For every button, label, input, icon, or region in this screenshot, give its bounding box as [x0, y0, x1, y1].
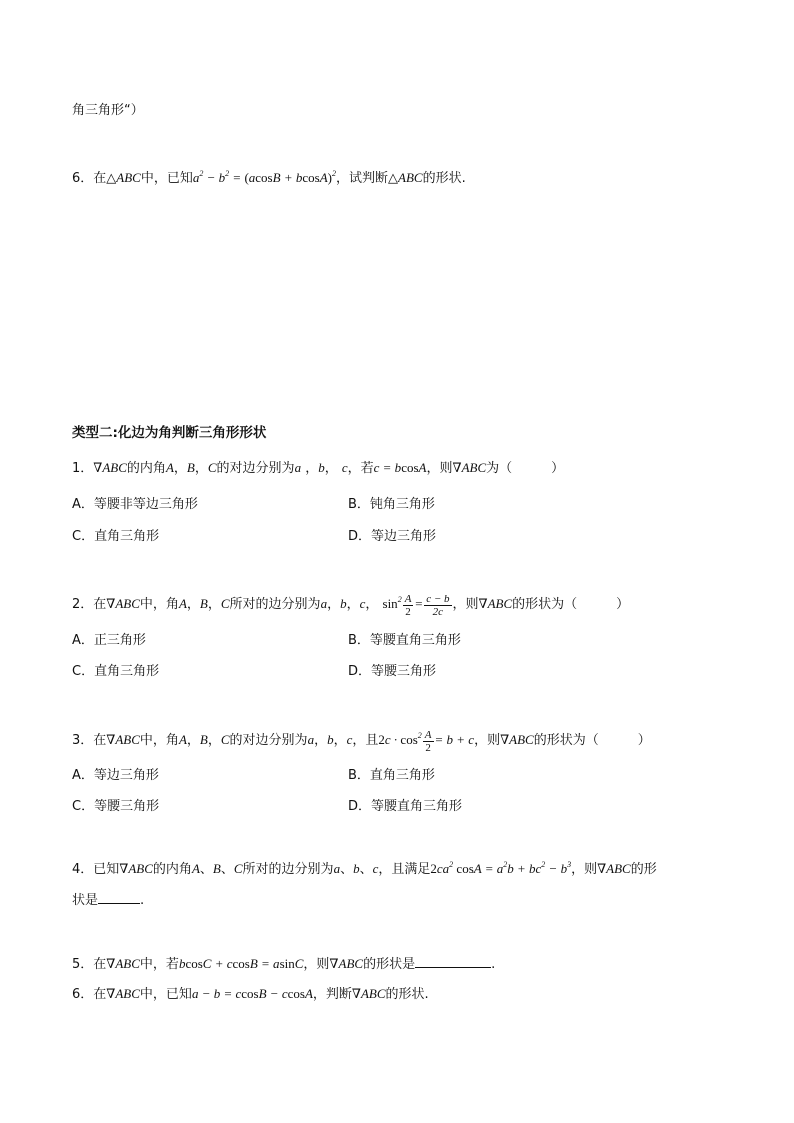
- math-expression: a − b = ccosB − ccosA: [191, 986, 313, 1001]
- math-triangle-abc: ∇ABC: [478, 596, 513, 612]
- question-text: ，则: [474, 733, 501, 748]
- question-text: 所对的边分别为: [229, 597, 321, 612]
- question-text: 中，角: [139, 597, 179, 612]
- question-text: 中，角: [139, 733, 179, 748]
- question-number: 5．在: [72, 957, 107, 972]
- math-expression: $a^2 - b^2 = (acosB + bcosA)^2$: [192, 169, 336, 185]
- question-text: ，且: [352, 733, 379, 748]
- math-triangle-abc: ∇ABC: [351, 986, 386, 1002]
- question-number: 6．: [72, 171, 94, 186]
- option-c[interactable]: C．直角三角形: [72, 529, 160, 544]
- question-5-stem: [72, 955, 495, 974]
- question-4-line2: [72, 891, 144, 910]
- question-4-stem: 4．已知∇ABC的内角A、B、C所对的边分别为a、b、c，且满足$2ca^2$ $\cos A = a^2b + bc^2 - b^3$，则∇ABC的形: [72, 860, 657, 877]
- question-text: ，则: [426, 461, 453, 476]
- math-angles: A: [191, 861, 200, 876]
- question-text: 的内角: [152, 862, 192, 877]
- math-triangle-abc: ∇ABC: [106, 732, 140, 748]
- option-d[interactable]: D．等腰直角三角形: [348, 799, 463, 814]
- math-sides: a: [320, 596, 328, 611]
- math-angles: A: [178, 596, 187, 611]
- question-text: ，试判断: [335, 171, 388, 186]
- question-text: 在: [93, 171, 107, 186]
- question-text: 中，若: [139, 957, 179, 972]
- question-text: ，判断: [312, 987, 352, 1002]
- math-triangle-abc: ∇ABC: [106, 956, 140, 972]
- question-6-stem: [72, 985, 429, 1004]
- math-triangle-abc: ∇ABC: [106, 596, 140, 612]
- option-b[interactable]: B．等腰直角三角形: [348, 633, 461, 648]
- math-triangle-abc: ∇ABC: [329, 956, 364, 972]
- question-text: ，且满足: [378, 862, 431, 877]
- answer-blank[interactable]: [415, 955, 491, 968]
- question-6-previous: [72, 169, 466, 188]
- math-expression: c = bcosA: [373, 460, 427, 475]
- question-number: 3．在: [72, 733, 107, 748]
- question-number: 6．在: [72, 987, 107, 1002]
- question-text: 的形状是: [363, 957, 416, 972]
- math-expression: bcosC + ccosB = asinC: [178, 956, 304, 971]
- question-text: .: [491, 957, 496, 972]
- question-text: ，则: [452, 597, 479, 612]
- section-heading: 类型二:化边为角判断三角形形状: [72, 425, 267, 441]
- question-text: 的形状.: [385, 987, 429, 1002]
- option-b[interactable]: B．钝角三角形: [348, 497, 435, 512]
- question-text: ，则: [571, 862, 598, 877]
- question-3-stem: 3．在∇ABC中，角A，B，C的对边分别为a，b，c，且$2c \cdot \cos^2$ $\frac{A}{2}$ = b + c，则∇ABC的形状为（ ）: [72, 728, 651, 754]
- math-sides: a: [333, 861, 341, 876]
- question-text: 的对边分别为: [229, 733, 308, 748]
- math-angles: A: [165, 460, 174, 475]
- math-triangle-abc: ∇ABC: [119, 861, 153, 877]
- math-triangle-abc: ∇ABC: [106, 986, 140, 1002]
- option-a[interactable]: A．等边三角形: [72, 768, 159, 783]
- option-d[interactable]: D．等腰三角形: [348, 664, 437, 679]
- question-text: 的对边分别为: [216, 461, 295, 476]
- math-triangle-abc: ∇ABC: [93, 460, 127, 476]
- question-text: 的形状为（ ）: [533, 733, 651, 748]
- math-expression: $\sin^2$ $\frac{A}{2}$ = $\frac{c - b}{2c}$: [382, 592, 450, 618]
- question-number: 4．已知: [72, 862, 120, 877]
- math-sides: a: [307, 732, 315, 747]
- option-a[interactable]: A．等腰非等边三角形: [72, 497, 198, 512]
- question-1-stem: 1．∇ABC的内角A，B，C的对边分别为a ，b， c，若c = bcosA，则∇ABC为（ ）: [72, 460, 565, 476]
- answer-blank[interactable]: [98, 891, 140, 904]
- question-text: 的形: [630, 862, 657, 877]
- triangle-symbol: △: [106, 171, 117, 186]
- question-text: 所对的边分别为: [242, 862, 334, 877]
- math-expression: $2ca^2$ $\cos A = a^2b + bc^2 - b^3$: [430, 860, 572, 876]
- math-abc: ABC: [398, 170, 423, 185]
- question-text: 的形状.: [422, 171, 466, 186]
- question-text: 的形状为（ ）: [512, 597, 630, 612]
- math-triangle-abc: ∇ABC: [452, 460, 487, 476]
- option-d[interactable]: D．等边三角形: [348, 529, 437, 544]
- math-sides: a: [294, 460, 302, 475]
- question-text: 中，已知: [140, 171, 193, 186]
- question-text: 为（ ）: [486, 461, 565, 476]
- option-b[interactable]: B．直角三角形: [348, 768, 435, 783]
- question-number: 2．在: [72, 597, 107, 612]
- question-2-stem: 2．在∇ABC中，角A，B，C所对的边分别为a，b，c， $\sin^2$ $\frac{A}{2}$ = $\frac{c - b}{2c}$ ，则∇ABC的形状为（ ）: [72, 592, 630, 618]
- option-c[interactable]: C．直角三角形: [72, 664, 160, 679]
- question-text: .: [140, 893, 145, 908]
- option-c[interactable]: C．等腰三角形: [72, 799, 160, 814]
- math-triangle-abc: ∇ABC: [500, 732, 534, 748]
- triangle-symbol: △: [388, 171, 398, 186]
- question-number: 1．: [72, 461, 94, 476]
- math-angles: A: [178, 732, 187, 747]
- option-a[interactable]: A．正三角形: [72, 633, 146, 648]
- math-triangle-abc: ∇ABC: [597, 861, 631, 877]
- question-text: 状是: [72, 893, 99, 908]
- question-text: ，则: [303, 957, 330, 972]
- math-expression: $2c \cdot \cos^2$ $\frac{A}{2}$ = b + c: [378, 728, 475, 754]
- math-abc: ABC: [116, 170, 141, 185]
- question-text: 的内角: [126, 461, 166, 476]
- question-text: ，若: [347, 461, 374, 476]
- question-text: 中，已知: [139, 987, 192, 1002]
- previous-question-tail: 角三角形“）: [72, 103, 144, 118]
